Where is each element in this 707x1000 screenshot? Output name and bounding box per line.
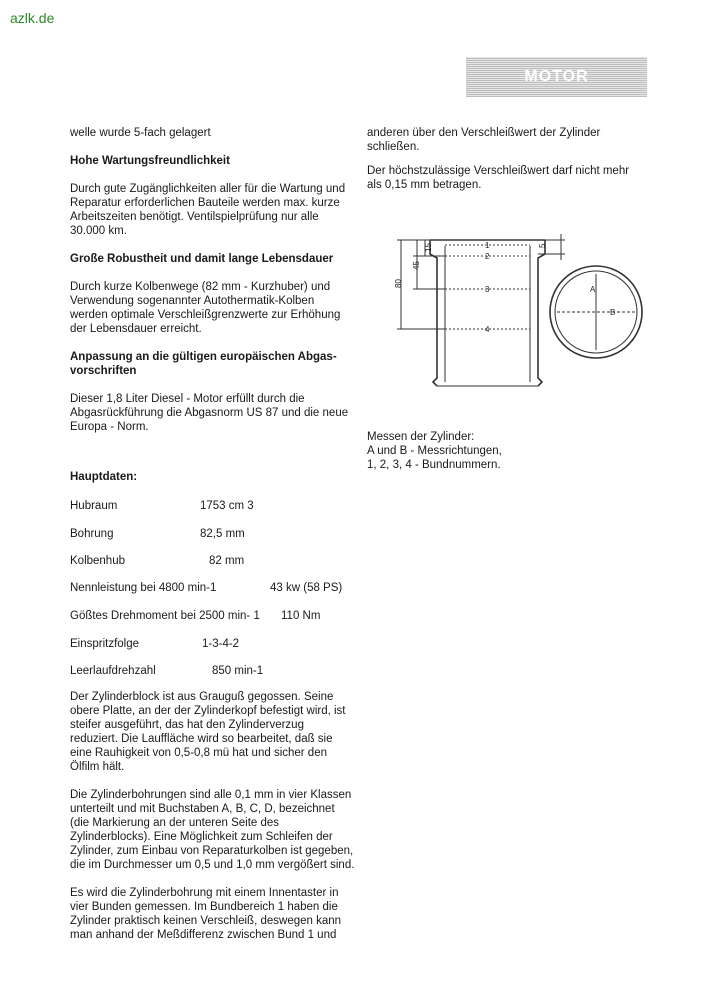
heading-robustness: Große Robustheit und damit lange Lebensdauer (70, 253, 334, 265)
section-banner (466, 57, 647, 97)
paragraph: Durch gute Zugänglichkeiten aller für die Wartung und Reparatur erforderlichen Bauteile werden max. kurze Arbeitszeiten benötigt. Ventilspielprüfung nur alle 30.000 km. (70, 183, 346, 237)
heading-main-data: Hauptdaten: (70, 471, 138, 483)
dim-label: 80 (394, 279, 403, 288)
spec-label: Einspritzfolge (70, 638, 140, 650)
cylinder-wall-right (538, 240, 545, 386)
paragraph: Dieser 1,8 Liter Diesel - Motor erfüllt durch die Abgasrückführung die Abgasnorm US 87 und die neue Europa - Norm. (70, 393, 349, 433)
right-column (367, 126, 642, 192)
left-column (70, 126, 360, 484)
caption-line: 1, 2, 3, 4 - Bundnummern. (367, 459, 501, 471)
spec-label: Gößtes Drehmoment bei 2500 min- 1 (70, 610, 260, 622)
cylinder-wall-left (430, 240, 437, 386)
bund-number: 1 (485, 241, 490, 250)
dim-label: 45 (412, 261, 421, 270)
paragraph: Durch kurze Kolbenwege (82 mm - Kurzhuber) und Verwendung sogenannter Autothermatik-Kolben werden optimale Verschleißgrenzwerte zur Erhöhung der Lebensdauer erreicht. (70, 281, 341, 335)
spec-value: 43 kw (58 PS) (270, 582, 343, 594)
bund-number: 4 (485, 325, 490, 334)
watermark-text: azlk.de (10, 10, 55, 26)
spec-row (70, 665, 264, 677)
spec-label: Nennleistung bei 4800 min-1 (70, 582, 217, 594)
spec-row (70, 555, 245, 567)
spec-label: Hubraum (70, 500, 118, 512)
spec-value: 110 Nm (281, 610, 321, 622)
section-banner-label: MOTOR (524, 68, 589, 85)
spec-value: 1753 cm 3 (200, 500, 254, 512)
cylinder-measurement-diagram (385, 232, 650, 432)
paragraph: welle wurde 5-fach gelagert (70, 127, 211, 139)
spec-label: Bohrung (70, 528, 114, 540)
spec-row (70, 528, 245, 540)
diagram-caption (367, 430, 637, 472)
bund-number: 2 (485, 252, 490, 261)
spec-row (70, 582, 343, 594)
bund-number: 3 (485, 285, 490, 294)
paragraph: Der Zylinderblock ist aus Grauguß gegossen. Seine obere Platte, an der der Zylinderkopf befestigt wird, ist steifer ausgeführt, das hat den Zylinderverzug reduziert. Die Lauffläche wird so bearbeitet, daß sie eine Rauhigkeit von 0,5-0,8 mü hat und sicher den Ölfilm hält. (70, 691, 346, 773)
heading-maintenance: Hohe Wartungsfreundlichkeit (70, 155, 230, 167)
spec-value: 82,5 mm (200, 528, 245, 540)
paragraph: Es wird die Zylinderbohrung mit einem Innentaster in vier Bunden gemessen. Im Bundbereich 1 haben die Zylinder praktisch keinen Verschleiß, deswegen kann man anhand der Meßdifferenz zwischen Bund 1 und (70, 887, 342, 941)
caption-line: Messen der Zylinder: (367, 431, 475, 443)
spec-row (70, 638, 240, 650)
dim-label: 5 (538, 243, 547, 248)
spec-label: Leerlaufdrehzahl (70, 665, 156, 677)
paragraph: anderen über den Verschleißwert der Zylinder schließen. (367, 127, 601, 153)
spec-row (70, 610, 321, 622)
spec-row (70, 500, 254, 512)
dim-label: 15 (424, 243, 433, 252)
paragraph: Der höchstzulässige Verschleißwert darf nicht mehr als 0,15 mm betragen. (367, 165, 630, 191)
spec-value: 850 min-1 (212, 665, 264, 677)
spec-value: 82 mm (209, 555, 245, 567)
direction-label: B (610, 308, 616, 317)
spec-value: 1-3-4-2 (202, 638, 240, 650)
paragraph: Die Zylinderbohrungen sind alle 0,1 mm in vier Klassen unterteilt und mit Buchstaben A, B, C, D, bezeichnet (die Markierung an der unteren Seite des Zylinderblocks). Eine Möglichkeit zum Schleifen der Zylinder, zum Einbau von Reparaturkolben ist gegeben, die im Durchmesser um 0,5 und 1,0 mm vergößert sind. (70, 789, 355, 871)
spec-label: Kolbenhub (70, 555, 125, 567)
direction-label: A (590, 285, 596, 294)
caption-line: A und B - Messrichtungen, (367, 445, 502, 457)
heading-emissions: Anpassung an die gültigen europäischen Abgas-vorschriften (70, 351, 337, 377)
left-lower-column (70, 690, 355, 942)
